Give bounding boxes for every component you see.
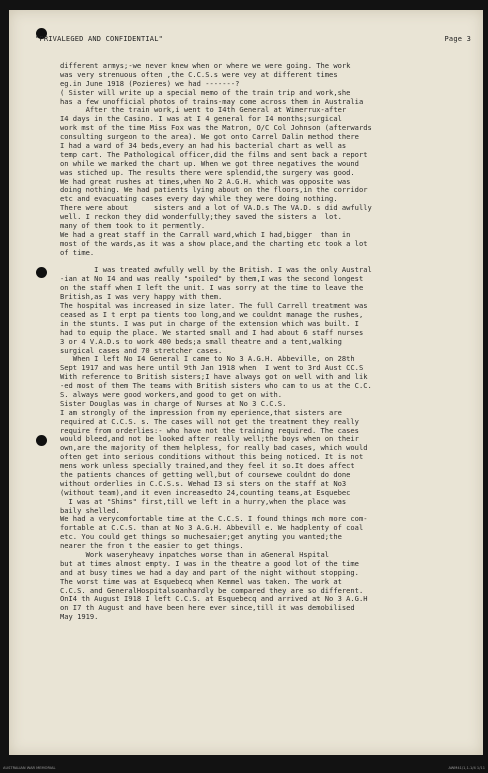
text-line: There were about sisters and a lot of VA.D.s The VA.D. s did awfully: [60, 203, 372, 213]
text-line: consulting surgeon to the area). We got onto Carrel Dalin method there: [60, 132, 359, 142]
punch-hole: [36, 267, 47, 278]
text-line: I4 days in the Casino. I was at I 4 general for I4 months;surgical: [60, 114, 342, 124]
text-line: I was at "Shims" first,till we left in a hurry,when the place was: [60, 496, 347, 506]
text-line: C.C.S. and GeneralHospitalsoanhardly be compared they are so different.: [60, 585, 364, 595]
text-line: Work waseryheavy inpatches worse than in aGeneral Hspital: [60, 549, 330, 559]
page-number: Page 3: [444, 35, 471, 43]
text-line: We had a great staff in the Carrall ward,which I had,bigger than in: [60, 229, 351, 239]
text-line: had to equip the place. We started small and I had about 6 staff nurses: [60, 327, 364, 337]
text-line: After the train work,i went to I4th General at Wimerrux-after: [60, 105, 347, 115]
text-line: We had great rushes at times,when No 2 A.G.H. which was opposite was: [60, 176, 351, 186]
text-line: When I left No I4 General I came to No 3 A.G.H. Abbeville, on 28th: [60, 354, 355, 364]
text-line: doing nothing. We had patients lying about on the floors,in the corridor: [60, 185, 368, 195]
text-line: ceased as I t erpt pa tients too long,and we couldnt manage the rushes,: [60, 309, 364, 319]
text-line: (without team),and it even increasedto 24,counting teams,at Esquebec: [60, 487, 351, 497]
text-line: The worst time was at Esquebecq when Kemmel was taken. The work at: [60, 576, 342, 586]
text-line: different armys;-we never knew when or where we were going. The work: [60, 62, 351, 70]
text-line: baily shelled.: [60, 505, 120, 515]
text-line: We had a verycomfortable time at the C.C.S. I found things mch more com-: [60, 514, 368, 524]
text-line: often get into serious conditions without this being noticed. It is not: [60, 452, 364, 462]
text-line: Sister Douglas was in charge of Nurses at No 3 C.C.S.: [60, 398, 287, 408]
text-line: most of the wards,as it was a show place,and the charting etc took a lot: [60, 238, 368, 248]
page-header: [35, 35, 471, 43]
text-line: own,are the majority of them helpless, for really bad cases, which would: [60, 443, 368, 453]
text-line: I had a ward of 34 beds,every an had his bacterial chart as well as: [60, 141, 347, 151]
text-line: May 1919.: [60, 612, 99, 622]
text-line: OnI4 th August I918 I left C.C.S. at Esquebecq and arrived at No 3 A.G.H: [60, 594, 368, 604]
text-line: fortable at C.C.S. than at No 3 A.G.H. Abbevill e. We hadplenty of coal: [60, 523, 364, 533]
document-page: [9, 10, 483, 755]
typed-text-body: [60, 62, 477, 622]
text-line: I was treated awfully well by the British. I was the only Austral: [60, 265, 372, 275]
text-line: ( Sister will write up a special memo of the train trip and work,she: [60, 87, 351, 97]
text-line: S. always were good workers,and good to get on with.: [60, 389, 283, 399]
text-line: of time.: [60, 247, 95, 257]
text-line: was very strenuous often ,the C.C.S.s were vey at different times: [60, 69, 338, 79]
text-line: has a few unofficial photos of trains-may come across them in Australia: [60, 96, 364, 106]
text-line: well. I reckon they did wonderfully;they saved the sisters a lot.: [60, 212, 342, 222]
text-line: required at C.C.S. s. The cases will not get the treatment they really: [60, 416, 359, 426]
archive-reference: AWM41/1,1.1/4 1/11: [448, 766, 485, 770]
text-line: but at times almost empty. I was in the theatre a good lot of the time: [60, 558, 359, 568]
text-line: Sept 1917 and was here until 9th Jan 1918 when I went to 3rd Aust CC.S: [60, 363, 364, 373]
text-line: etc. You could get things so muchesaier;get anyting you wanted;the: [60, 532, 342, 542]
text-line: on while we marked the chart up. When we got three negatives the wound: [60, 158, 359, 168]
text-line: temp cart. The Pathological officer,did the films and sent back a report: [60, 149, 368, 159]
classification-label: "PRIVALEGED AND CONFIDENTIAL": [35, 35, 164, 43]
text-line: would bleed,and not be looked after really well;the boys when on their: [60, 434, 359, 444]
archive-name: AUSTRALIAN WAR MEMORIAL: [3, 766, 56, 770]
text-line: surgical cases and 70 stretcher cases.: [60, 345, 223, 355]
text-line: work mst of the time Miss Fox was the Matron, O/C Col Johnson (afterwards: [60, 123, 372, 133]
text-line: -ian at No I4 and was really "spoiled" by them,I was the second longest: [60, 274, 364, 284]
text-line: etc and evacuating cases every day while they were doing nothing.: [60, 194, 338, 204]
text-line: was stiched up. The results there were splendid,the surgery was good.: [60, 167, 355, 177]
text-line: on I7 th August and have been here ever since,till it was demobilised: [60, 603, 355, 613]
text-line: mens work unless specially trained,and they feel it so.It does affect: [60, 461, 355, 471]
text-line: in the stunts. I was put in charge of the extension which was built. I: [60, 318, 359, 328]
text-line: and at busy times we had a day and part of the night without stopping.: [60, 567, 359, 577]
text-line: 3 or 4 V.A.D.s to work 400 beds;a small theatre and a tent,walking: [60, 336, 342, 346]
text-line: without orderlies in C.C.S.s. Wehad I3 si sters on the staff at No3: [60, 478, 347, 488]
text-line: The hospital was increased in size later. The full Carrell treatment was: [60, 301, 368, 311]
text-line: British,as I was very happy with them.: [60, 292, 223, 302]
text-line: I am strongly of the impression from my eperience,that sisters are: [60, 407, 342, 417]
text-line: many of them took to it permently.: [60, 221, 206, 231]
text-line: nearer the fron t the easier to get things.: [60, 541, 244, 551]
punch-hole: [36, 435, 47, 446]
text-line: on the staff when I left the unit. I was sorry at the time to leave the: [60, 283, 364, 293]
text-line: -ed most of them The teams with British sisters who cam to us at the C.C.: [60, 381, 372, 391]
text-line: the patients chances of getting well,but of coursewe couldnt do done: [60, 469, 351, 479]
text-line: With reference to British sisters;I have always got on well with and lik: [60, 372, 368, 382]
text-line: eg.in June 1918 (Pozieres) we had -------?: [60, 78, 240, 88]
text-line: require from orderlies:- who have not the training required. The cases: [60, 425, 359, 435]
archive-footer: [0, 757, 488, 772]
